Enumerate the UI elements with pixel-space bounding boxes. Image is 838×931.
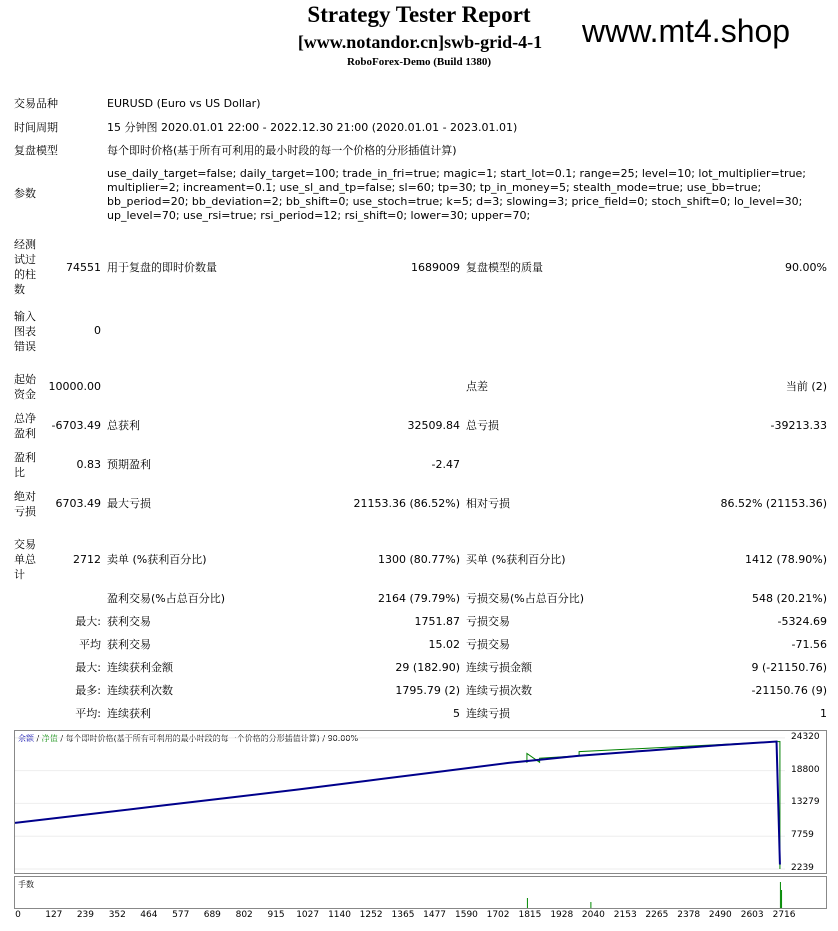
x-tick-label: 1590 xyxy=(455,910,478,920)
short-value: 1300 (80.77%) xyxy=(377,553,460,566)
largest-win-label: 获利交易 xyxy=(107,615,151,628)
maxdd-value: 21153.36 (86.52%) xyxy=(353,497,460,510)
x-tick-label: 802 xyxy=(235,910,253,920)
x-tick-label: 1702 xyxy=(486,910,510,920)
loss-value: 548 (20.21%) xyxy=(751,592,827,605)
legend-sep: / xyxy=(34,734,42,743)
reldd-value: 86.52% (21153.36) xyxy=(720,497,827,510)
grossprofit-value: 32509.84 xyxy=(407,419,460,432)
grossloss-value: -39213.33 xyxy=(770,419,827,432)
bars-label: 经测试过的柱数 xyxy=(14,238,36,296)
ticks-label: 用于复盘的即时价数量 xyxy=(107,261,217,274)
spread-label: 点差 xyxy=(466,380,488,393)
pf-label: 盈利比 xyxy=(14,451,36,479)
largest-loss-value: -5324.69 xyxy=(777,615,827,628)
trades-label: 交易单总计 xyxy=(14,538,36,581)
x-tick-label: 2040 xyxy=(581,910,605,920)
deposit-value: 10000.00 xyxy=(48,380,101,393)
legend-balance: 余额 xyxy=(18,734,34,743)
avg-cons-loss-label: 连续亏损 xyxy=(466,707,510,720)
legend-model: 每个即时价格(基于所有可利用的最小时段的每一个价格的分形插值计算) / 90.00% xyxy=(65,734,359,743)
x-tick-label: 577 xyxy=(172,910,190,920)
period-label: 时间周期 xyxy=(14,121,58,134)
x-tick-label: 2603 xyxy=(740,910,764,920)
avg-cons-win-value: 5 xyxy=(453,707,460,720)
y-tick-label: 18800 xyxy=(791,764,820,775)
short-label: 卖单 (%获利百分比) xyxy=(107,553,207,566)
x-tick-label: 239 xyxy=(76,910,94,920)
pf-value: 0.83 xyxy=(76,458,101,471)
win-value: 2164 (79.79%) xyxy=(377,592,460,605)
report-title: Strategy Tester Report xyxy=(307,2,531,27)
spread-value: 当前 (2) xyxy=(785,380,827,393)
x-tick-label: 352 xyxy=(108,910,126,920)
cons-losses-value: 9 (-21150.76) xyxy=(751,661,827,674)
x-tick-label: 0 xyxy=(15,910,21,920)
quality-value: 90.00% xyxy=(785,261,827,274)
y-tick-label: 24320 xyxy=(791,731,820,742)
x-tick-label: 127 xyxy=(45,910,63,920)
volume-bar xyxy=(527,898,528,908)
largest-loss-label: 亏损交易 xyxy=(466,615,510,628)
max2-prefix: 最大: xyxy=(75,661,101,674)
volume-bar xyxy=(780,882,781,908)
avg-prefix: 平均 xyxy=(79,638,101,651)
volume-label: 手数 xyxy=(18,880,34,889)
x-tick-label: 1365 xyxy=(391,910,415,920)
equity-line xyxy=(527,742,780,869)
reldd-label: 相对亏损 xyxy=(466,497,510,510)
watermark-text: www.mt4.shop xyxy=(582,13,791,49)
symbol-value: EURUSD (Euro vs US Dollar) xyxy=(107,97,261,110)
period-value: 15 分钟图 2020.01.01 22:00 - 2022.12.30 21:00 (2020.01.01 - 2023.01.01) xyxy=(107,121,518,134)
x-tick-label: 464 xyxy=(140,910,158,920)
y-tick-label: 7759 xyxy=(791,830,814,841)
absdd-value: 6703.49 xyxy=(55,497,101,510)
report-subtitle: [www.notandor.cn]swb-grid-4-1 xyxy=(297,32,543,52)
volume-bar xyxy=(590,902,591,908)
errors-label: 输入图表错误 xyxy=(14,310,36,353)
params-value: use_daily_target=false; daily_target=100; trade_in_fri=true; magic=1; start_lot=0.1; range=25; level=10; lot_multiplier=true; multiplier=2; increament=0.1; use_sl_and_tp=false; sl=60; tp=30; tp_in_money=5; stealth_mode=true; use_bb=true; bb_period=20; bb_deviation=2; bb_shift=0; use_stoch=true; k=5; d=3; slowing=3; price_field=0; stoch_shift=0; lo_level=30; up_level=70; use_rsi=true; rsi_period=12; rsi_shift=0; lower=30; upper=70; xyxy=(107,167,807,222)
errors-value: 0 xyxy=(94,324,101,337)
y-tick-label: 2239 xyxy=(791,863,814,873)
loss-label: 亏损交易(%占总百分比) xyxy=(466,592,585,605)
avg-cons-loss-value: 1 xyxy=(820,707,827,720)
x-tick-label: 2490 xyxy=(708,910,732,920)
max-prefix: 最大: xyxy=(75,615,101,628)
netprofit-value: -6703.49 xyxy=(51,419,101,432)
x-tick-label: 915 xyxy=(267,910,285,920)
most-prefix: 最多: xyxy=(75,684,101,697)
cons-profit-value: 1795.79 (2) xyxy=(395,684,460,697)
x-tick-label: 1140 xyxy=(328,910,351,920)
x-tick-label: 1027 xyxy=(296,910,320,920)
volume-plot xyxy=(15,877,826,908)
x-tick-label: 2153 xyxy=(613,910,637,920)
avg-loss-value: -71.56 xyxy=(791,638,827,651)
x-tick-label: 2265 xyxy=(645,910,669,920)
deposit-label: 起始资金 xyxy=(14,373,36,401)
avg-loss-label: 亏损交易 xyxy=(466,638,510,651)
balance-chart xyxy=(14,730,827,874)
x-tick-label: 1477 xyxy=(423,910,447,920)
absdd-label: 绝对亏损 xyxy=(14,490,36,518)
x-tick-label: 2378 xyxy=(677,910,701,920)
y-tick-label: 13279 xyxy=(791,797,820,808)
x-tick-label: 1815 xyxy=(518,910,542,920)
legend-sep: / xyxy=(57,734,66,743)
volume-bar xyxy=(781,890,782,908)
server-info: RoboForex-Demo (Build 1380) xyxy=(346,56,491,68)
symbol-label: 交易品种 xyxy=(14,97,58,110)
cons-loss-value: -21150.76 (9) xyxy=(751,684,827,697)
x-tick-label: 2716 xyxy=(772,910,796,920)
x-tick-label: 1928 xyxy=(550,910,574,920)
maxdd-label: 最大亏损 xyxy=(107,497,151,510)
volume-chart xyxy=(14,876,827,909)
avg-win-label: 获利交易 xyxy=(107,638,151,651)
chart-plot xyxy=(15,731,826,873)
grossprofit-label: 总获利 xyxy=(107,419,140,432)
largest-win-value: 1751.87 xyxy=(414,615,460,628)
model-value: 每个即时价格(基于所有可利用的最小时段的每一个价格的分形插值计算) xyxy=(107,144,457,157)
avg-cons-win-label: 连续获利 xyxy=(107,707,151,720)
bars-value: 74551 xyxy=(66,261,101,274)
win-label: 盈利交易(%占总百分比) xyxy=(107,592,226,605)
long-value: 1412 (78.90%) xyxy=(744,553,827,566)
x-tick-label: 689 xyxy=(203,910,221,920)
quality-label: 复盘模型的质量 xyxy=(466,261,543,274)
model-label: 复盘模型 xyxy=(14,144,58,157)
trades-value: 2712 xyxy=(73,553,101,566)
legend-equity: 净值 xyxy=(41,734,58,743)
payoff-label: 预期盈利 xyxy=(107,458,151,471)
avg-win-value: 15.02 xyxy=(428,638,460,651)
avg2-prefix: 平均: xyxy=(75,707,101,720)
cons-loss-label: 连续亏损次数 xyxy=(466,684,532,697)
long-label: 买单 (%获利百分比) xyxy=(466,553,566,566)
params-label: 参数 xyxy=(14,187,36,200)
cons-profit-label: 连续获利次数 xyxy=(107,684,173,697)
cons-wins-value: 29 (182.90) xyxy=(395,661,460,674)
cons-losses-label: 连续亏损金额 xyxy=(466,661,532,674)
x-tick-label: 1252 xyxy=(359,910,383,920)
payoff-value: -2.47 xyxy=(431,458,460,471)
grossloss-label: 总亏损 xyxy=(466,419,499,432)
cons-wins-label: 连续获利金额 xyxy=(107,661,173,674)
ticks-value: 1689009 xyxy=(411,261,460,274)
netprofit-label: 总净盈利 xyxy=(14,412,36,440)
